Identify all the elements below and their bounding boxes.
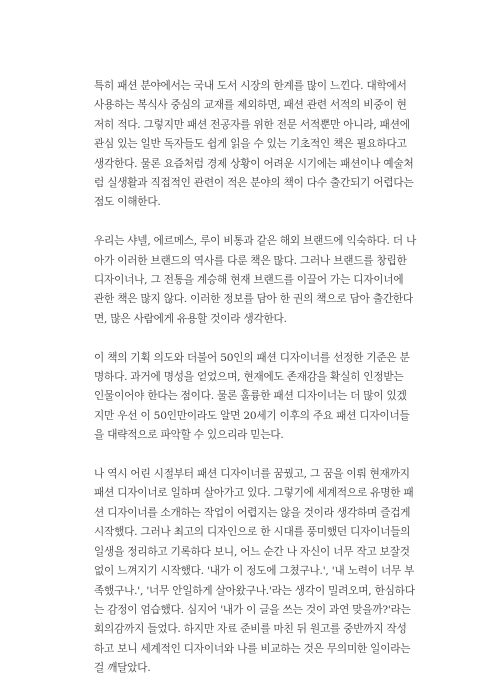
text-line: 션 디자이너를 소개하는 작업이 어렵지는 않을 것이라 생각하며 즐겁게 bbox=[94, 506, 411, 519]
text-line: 사용하는 복식사 중심의 교재를 제외하면, 패션 관련 서적의 비중이 현 bbox=[94, 99, 407, 112]
text-line: 시작했다. 그러나 최고의 디자인으로 한 시대를 풍미했던 디자이너들의 bbox=[94, 526, 411, 539]
text-line: 관심 있는 일반 독자들도 쉽게 읽을 수 있는 기초적인 책은 필요하다고 bbox=[94, 138, 407, 151]
paragraph-3 bbox=[94, 349, 414, 446]
text-line: 명하다. 과거에 명성을 얻었으며, 현재에도 존재감을 확실히 인정받는 bbox=[94, 371, 404, 384]
text-line: 면, 많은 사람에게 유용할 것이라 생각한다. bbox=[94, 312, 287, 325]
paragraph-4 bbox=[94, 465, 414, 678]
text-line: 관한 책은 많지 않다. 이러한 정보를 담아 한 권의 책으로 담아 출간한다 bbox=[94, 293, 413, 306]
text-line: 을 대략적으로 파악할 수 있으리라 믿는다. bbox=[94, 429, 284, 442]
text-line: 나 역시 어린 시절부터 패션 디자이너를 꿈꿨고, 그 꿈을 이뤄 현재까지 bbox=[94, 468, 410, 481]
text-line: 디자이너나, 그 전통을 계승해 현재 브랜드를 이끌어 가는 디자이너에 bbox=[94, 274, 404, 287]
body-text bbox=[94, 77, 417, 698]
text-line: 아가 이러한 브랜드의 역사를 다룬 책은 많다. 그러나 브랜드를 창립한 bbox=[94, 254, 407, 267]
text-line: 럼 실생활과 직접적인 관련이 적은 분야의 책이 다수 출간되기 어렵다는 bbox=[94, 177, 414, 190]
text-line: 특히 패션 분야에서는 국내 도서 시장의 한계를 많이 느낀다. 대학에서 bbox=[94, 80, 407, 92]
text-line: 걸 깨달았다. bbox=[94, 662, 151, 675]
text-line: 저히 적다. 그렇지만 패션 전공자를 위한 전문 서적뿐만 아니라, 패션에 bbox=[94, 118, 410, 131]
text-line: 이 책의 기획 의도와 더불어 50인의 패션 디자이너를 선정한 기준은 분 bbox=[94, 351, 410, 364]
text-line: 일생을 정리하고 기록하다 보니, 어느 순간 나 자신이 너무 작고 보잘것 bbox=[94, 545, 410, 558]
text-line: 없이 느껴지기 시작했다. '내가 이 정도에 그쳤구나.', '내 노력이 너무 부 bbox=[94, 565, 415, 578]
text-line: 는 감정이 엄습했다. 심지어 '내가 이 글을 쓰는 것이 과연 맞을까?'라는 bbox=[94, 603, 411, 616]
text-line: 생각한다. 물론 요즘처럼 경제 상황이 어려운 시기에는 패션이나 예술처 bbox=[94, 157, 414, 170]
paragraph-1 bbox=[94, 77, 414, 213]
text-line: 점도 이해한다. bbox=[94, 196, 161, 209]
text-line: 인물이어야 한다는 점이다. 물론 훌륭한 패션 디자이너는 더 많이 있겠 bbox=[94, 390, 407, 403]
text-line: 회의감까지 들었다. 하지만 자료 준비를 마친 뒤 원고를 중반까지 작성 bbox=[94, 623, 407, 636]
text-line: 패션 디자이너로 일하며 살아가고 있다. 그렇기에 세계적으로 유명한 패 bbox=[94, 487, 414, 500]
text-line: 우리는 샤넬, 에르메스, 루이 비통과 같은 해외 브랜드에 익숙하다. 더 나 bbox=[94, 235, 417, 248]
text-line: 지만 우선 이 50인만이라도 알면 20세기 이후의 주요 패션 디자이너들 bbox=[94, 409, 410, 422]
text-line: 하고 보니 세계적인 디자이너와 나를 비교하는 것은 무의미한 일이라는 bbox=[94, 642, 411, 655]
text-line: 족했구나.', '너무 안일하게 살아왔구나.'라는 생각이 밀려오며, 한심하다 bbox=[94, 584, 415, 597]
paragraph-2 bbox=[94, 232, 417, 329]
